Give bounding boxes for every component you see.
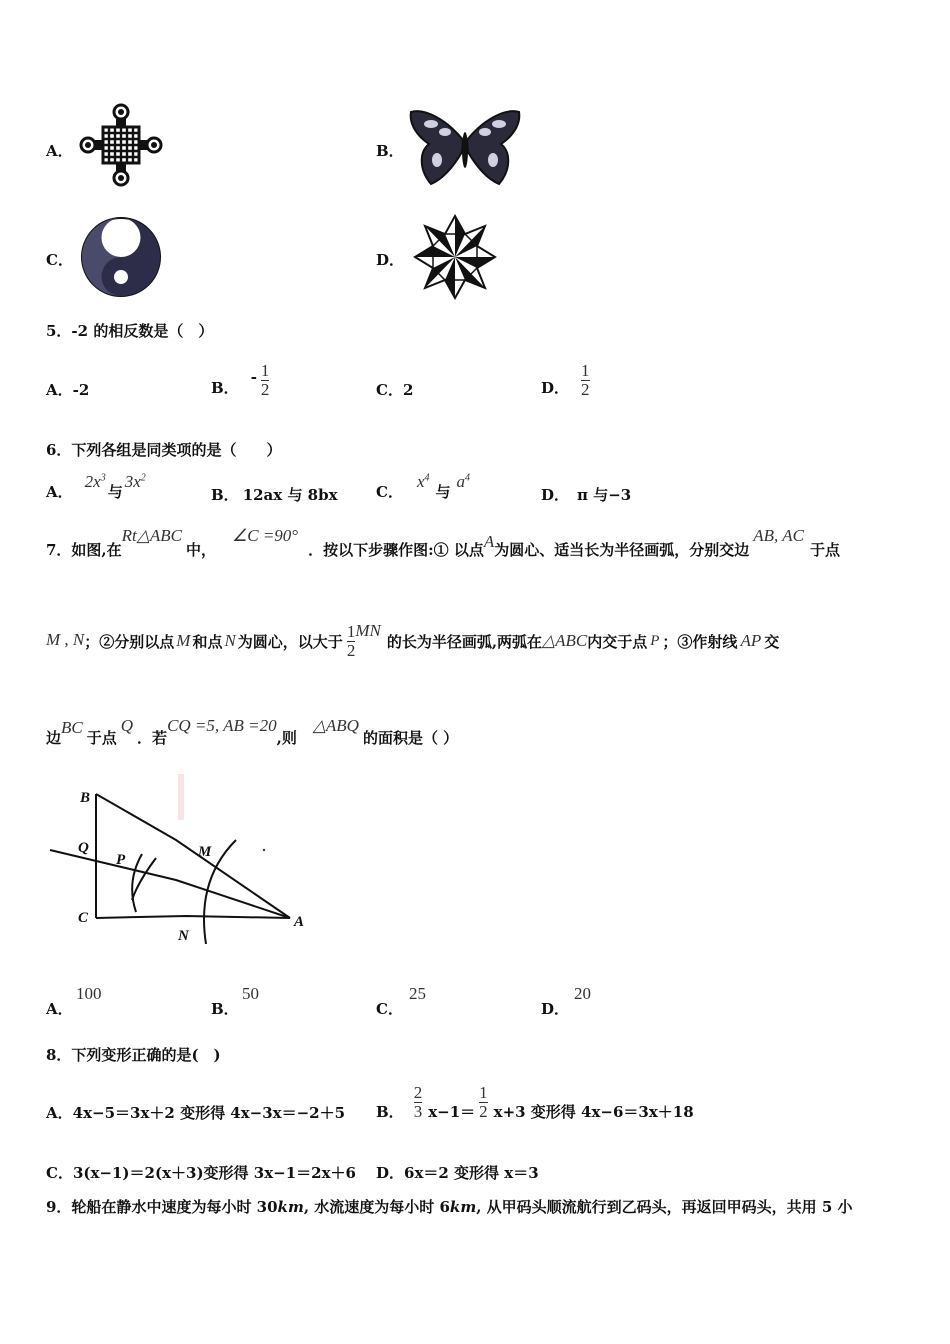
q7-l2-points-mn: M , N	[46, 630, 85, 649]
q6-c-term1	[417, 472, 430, 492]
q9-unit-km-1: km	[277, 1198, 304, 1216]
q8-b-fraction-1	[414, 1084, 423, 1121]
q8-d-label: D．	[376, 1164, 405, 1182]
label-m: M	[198, 844, 212, 860]
q6-a-term2-exp: 2	[140, 472, 146, 484]
eight-point-star-icon	[413, 214, 497, 300]
q7-l2-text-c: 为圆心，以大于	[237, 632, 343, 651]
q5-d-fraction	[581, 362, 590, 399]
q7-l1-text-c: ．按以下步骤作图:① 以点	[308, 541, 484, 559]
q5-b-denominator: 2	[260, 379, 270, 399]
ray-ap	[50, 850, 290, 918]
q7-l3-triangle: △ABQ	[312, 716, 359, 735]
q6-option-a	[46, 472, 146, 502]
yin-yang-icon	[80, 216, 162, 298]
q6-c-connector: 与	[435, 483, 451, 501]
q5-option-d	[541, 355, 590, 405]
q7-l2-point-n: N	[224, 631, 236, 650]
q7-l2-segment-mn: MN	[355, 621, 381, 640]
q5-d-denominator: 2	[581, 379, 590, 399]
q7-l3-side-bc: BC	[61, 718, 83, 737]
q7-option-b-value: 50	[242, 984, 259, 1003]
q7-l2-text-d: 的长为半径画弧,两弧在	[386, 632, 543, 651]
q5-d-numerator: 1	[581, 360, 590, 380]
q5-option-b	[211, 355, 269, 405]
q5-b-numerator: 1	[260, 360, 270, 380]
q7-l2-text-e: 内交于点	[587, 632, 648, 651]
q5-c-value: 2	[402, 381, 414, 399]
q6-a-term2-base: 3x	[124, 472, 141, 491]
q7-l2-text-g: 交	[764, 632, 780, 651]
q9-text-b: , 水流速度为每小时 6	[303, 1198, 450, 1216]
q8-option-a	[46, 1102, 345, 1123]
q6-a-term1-base: 2x	[84, 472, 101, 491]
q6-a-connector: 与	[107, 483, 123, 501]
q8-d-text: 6x＝2 变形得 x＝3	[404, 1164, 539, 1182]
q7-l3-text-a: 边	[46, 729, 62, 747]
q4-option-a-label: A．	[46, 142, 73, 160]
q7-l1-point-a: A	[483, 532, 495, 551]
q4-option-c-label: C．	[46, 251, 73, 269]
q8-stem: 8．下列变形正确的是( )	[46, 1046, 221, 1064]
q6-c-label: C．	[376, 483, 403, 501]
q6-c-term2	[457, 472, 471, 492]
q8-option-b	[376, 1077, 694, 1127]
q8-a-text: 4x−5＝3x＋2 变形得 4x−3x＝−2＋5	[72, 1104, 346, 1122]
q7-option-a-value: 100	[76, 984, 102, 1003]
q6-c-term1-base: x	[416, 472, 425, 491]
q7-l2-text-b: 和点	[192, 632, 223, 651]
q7-l1-text-d: 为圆心、适当长为半径画弧，分别交边	[494, 541, 750, 559]
q4-option-b-label: B．	[376, 142, 404, 160]
q6-c-term2-exp: 4	[465, 472, 471, 484]
q7-l1-text-a: 7．如图,在	[46, 541, 122, 559]
label-b: B	[80, 790, 91, 806]
q7-option-d-value: 20	[574, 984, 591, 1003]
q7-l1-text-b: 中，	[185, 541, 216, 559]
q5-c-label: C．	[376, 381, 403, 399]
q6-option-d	[541, 484, 631, 505]
q7-l3-text-e: 的面积是（ ）	[362, 729, 459, 747]
q7-l2-ray-ap: AP	[740, 631, 762, 650]
q7-l2-half-num: 1	[346, 621, 356, 641]
q7-option-c-value: 25	[409, 984, 426, 1003]
butterfly-icon	[407, 106, 523, 188]
q5-option-a	[46, 379, 89, 400]
q6-c-term1-exp: 4	[424, 472, 430, 484]
label-a: A	[294, 914, 305, 930]
q7-line3	[46, 716, 916, 748]
q7-l3-text-b: 于点	[86, 729, 117, 747]
q6-a-label: A．	[46, 483, 73, 501]
q8-b-fraction-2	[479, 1084, 488, 1121]
label-n: N	[178, 928, 189, 944]
q6-a-term1-exp: 3	[100, 472, 106, 484]
q6-stem: 6．下列各组是同类项的是（ ）	[46, 441, 282, 459]
q7-line1	[46, 528, 916, 560]
q5-option-c	[376, 379, 413, 400]
q8-b-rest: x+3 变形得 4x−6＝3x＋18	[493, 1102, 694, 1121]
q8-c-label: C．	[46, 1164, 73, 1182]
q7-l2-point-p: P	[650, 632, 660, 649]
q7-l1-text-e: 于点	[809, 541, 840, 559]
side-ca	[96, 916, 290, 918]
q5-stem: 5．-2 的相反数是（ ）	[46, 322, 214, 340]
q7-l1-sides: AB, AC	[753, 526, 804, 545]
q8-b-num2: 1	[479, 1082, 488, 1102]
q8-option-d	[376, 1162, 539, 1183]
q6-b-value: 12ax 与 8bx	[242, 486, 338, 504]
q8-b-den1: 3	[413, 1101, 423, 1121]
q7-option-d-label: D．	[541, 1000, 570, 1018]
q9-text-a: 9．轮船在静水中速度为每小时 30	[46, 1198, 278, 1216]
q7-line2	[46, 616, 916, 666]
q8-b-label: B．	[376, 1102, 404, 1121]
q5-a-label: A．	[46, 381, 73, 399]
q5-a-value: -2	[72, 381, 90, 399]
q5-b-fraction	[261, 362, 270, 399]
q9-unit-km-2: km	[449, 1198, 477, 1216]
arc-p-right	[132, 858, 156, 900]
q7-l3-text-d: ,则	[276, 729, 297, 747]
chinese-knot-icon	[78, 102, 164, 188]
q7-figure	[46, 770, 316, 950]
q8-c-text: 3(x−1)＝2(x＋3)变形得 3x−1＝2x＋6	[72, 1164, 356, 1182]
q8-b-num1: 2	[413, 1082, 423, 1102]
q6-option-c	[376, 472, 470, 502]
q7-l2-triangle: △ABC	[542, 631, 588, 650]
q7-l1-rt-triangle: Rt△ABC	[121, 526, 182, 545]
q8-b-den2: 2	[479, 1101, 488, 1121]
q7-l3-point-q: Q	[120, 716, 134, 735]
q6-a-term1	[85, 472, 106, 492]
q6-c-term2-base: a	[456, 472, 466, 491]
q5-b-label: B．	[211, 378, 239, 397]
q7-l2-text-a: ；②分别以点	[84, 632, 175, 651]
q7-option-a-label: A．	[46, 1000, 73, 1018]
label-p: P	[116, 852, 126, 868]
q9-text-c: , 从甲码头顺流航行到乙码头，再返回甲码头，共用 5 小	[476, 1198, 853, 1216]
label-q: Q	[78, 840, 89, 856]
q7-l2-text-f: ；③作射线	[662, 632, 738, 651]
q7-l2-point-m: M	[176, 631, 191, 650]
q4-option-d-label: D．	[376, 251, 405, 269]
q8-option-c	[46, 1162, 356, 1183]
q5-b-sign: -	[250, 368, 257, 386]
label-c: C	[78, 910, 89, 926]
q6-a-term2	[125, 472, 146, 492]
q6-d-value: π 与−3	[577, 486, 632, 504]
q7-l3-text-c: ．若	[137, 729, 168, 747]
q7-option-b-label: B．	[211, 1000, 239, 1018]
q7-l3-given: CQ =5, AB =20	[167, 716, 277, 735]
q7-option-c-label: C．	[376, 1000, 403, 1018]
q6-option-b	[211, 484, 338, 505]
q8-a-label: A．	[46, 1104, 73, 1122]
q5-d-label: D．	[541, 378, 570, 397]
q7-construction-diagram	[46, 770, 316, 950]
q6-d-label: D．	[541, 486, 570, 504]
q6-b-label: B．	[211, 486, 239, 504]
q7-l2-half-den: 2	[346, 640, 356, 660]
q7-l1-angle: ∠C =90°	[231, 526, 299, 545]
q8-b-mid: x−1＝	[428, 1102, 476, 1121]
q9-stem	[46, 1196, 916, 1217]
